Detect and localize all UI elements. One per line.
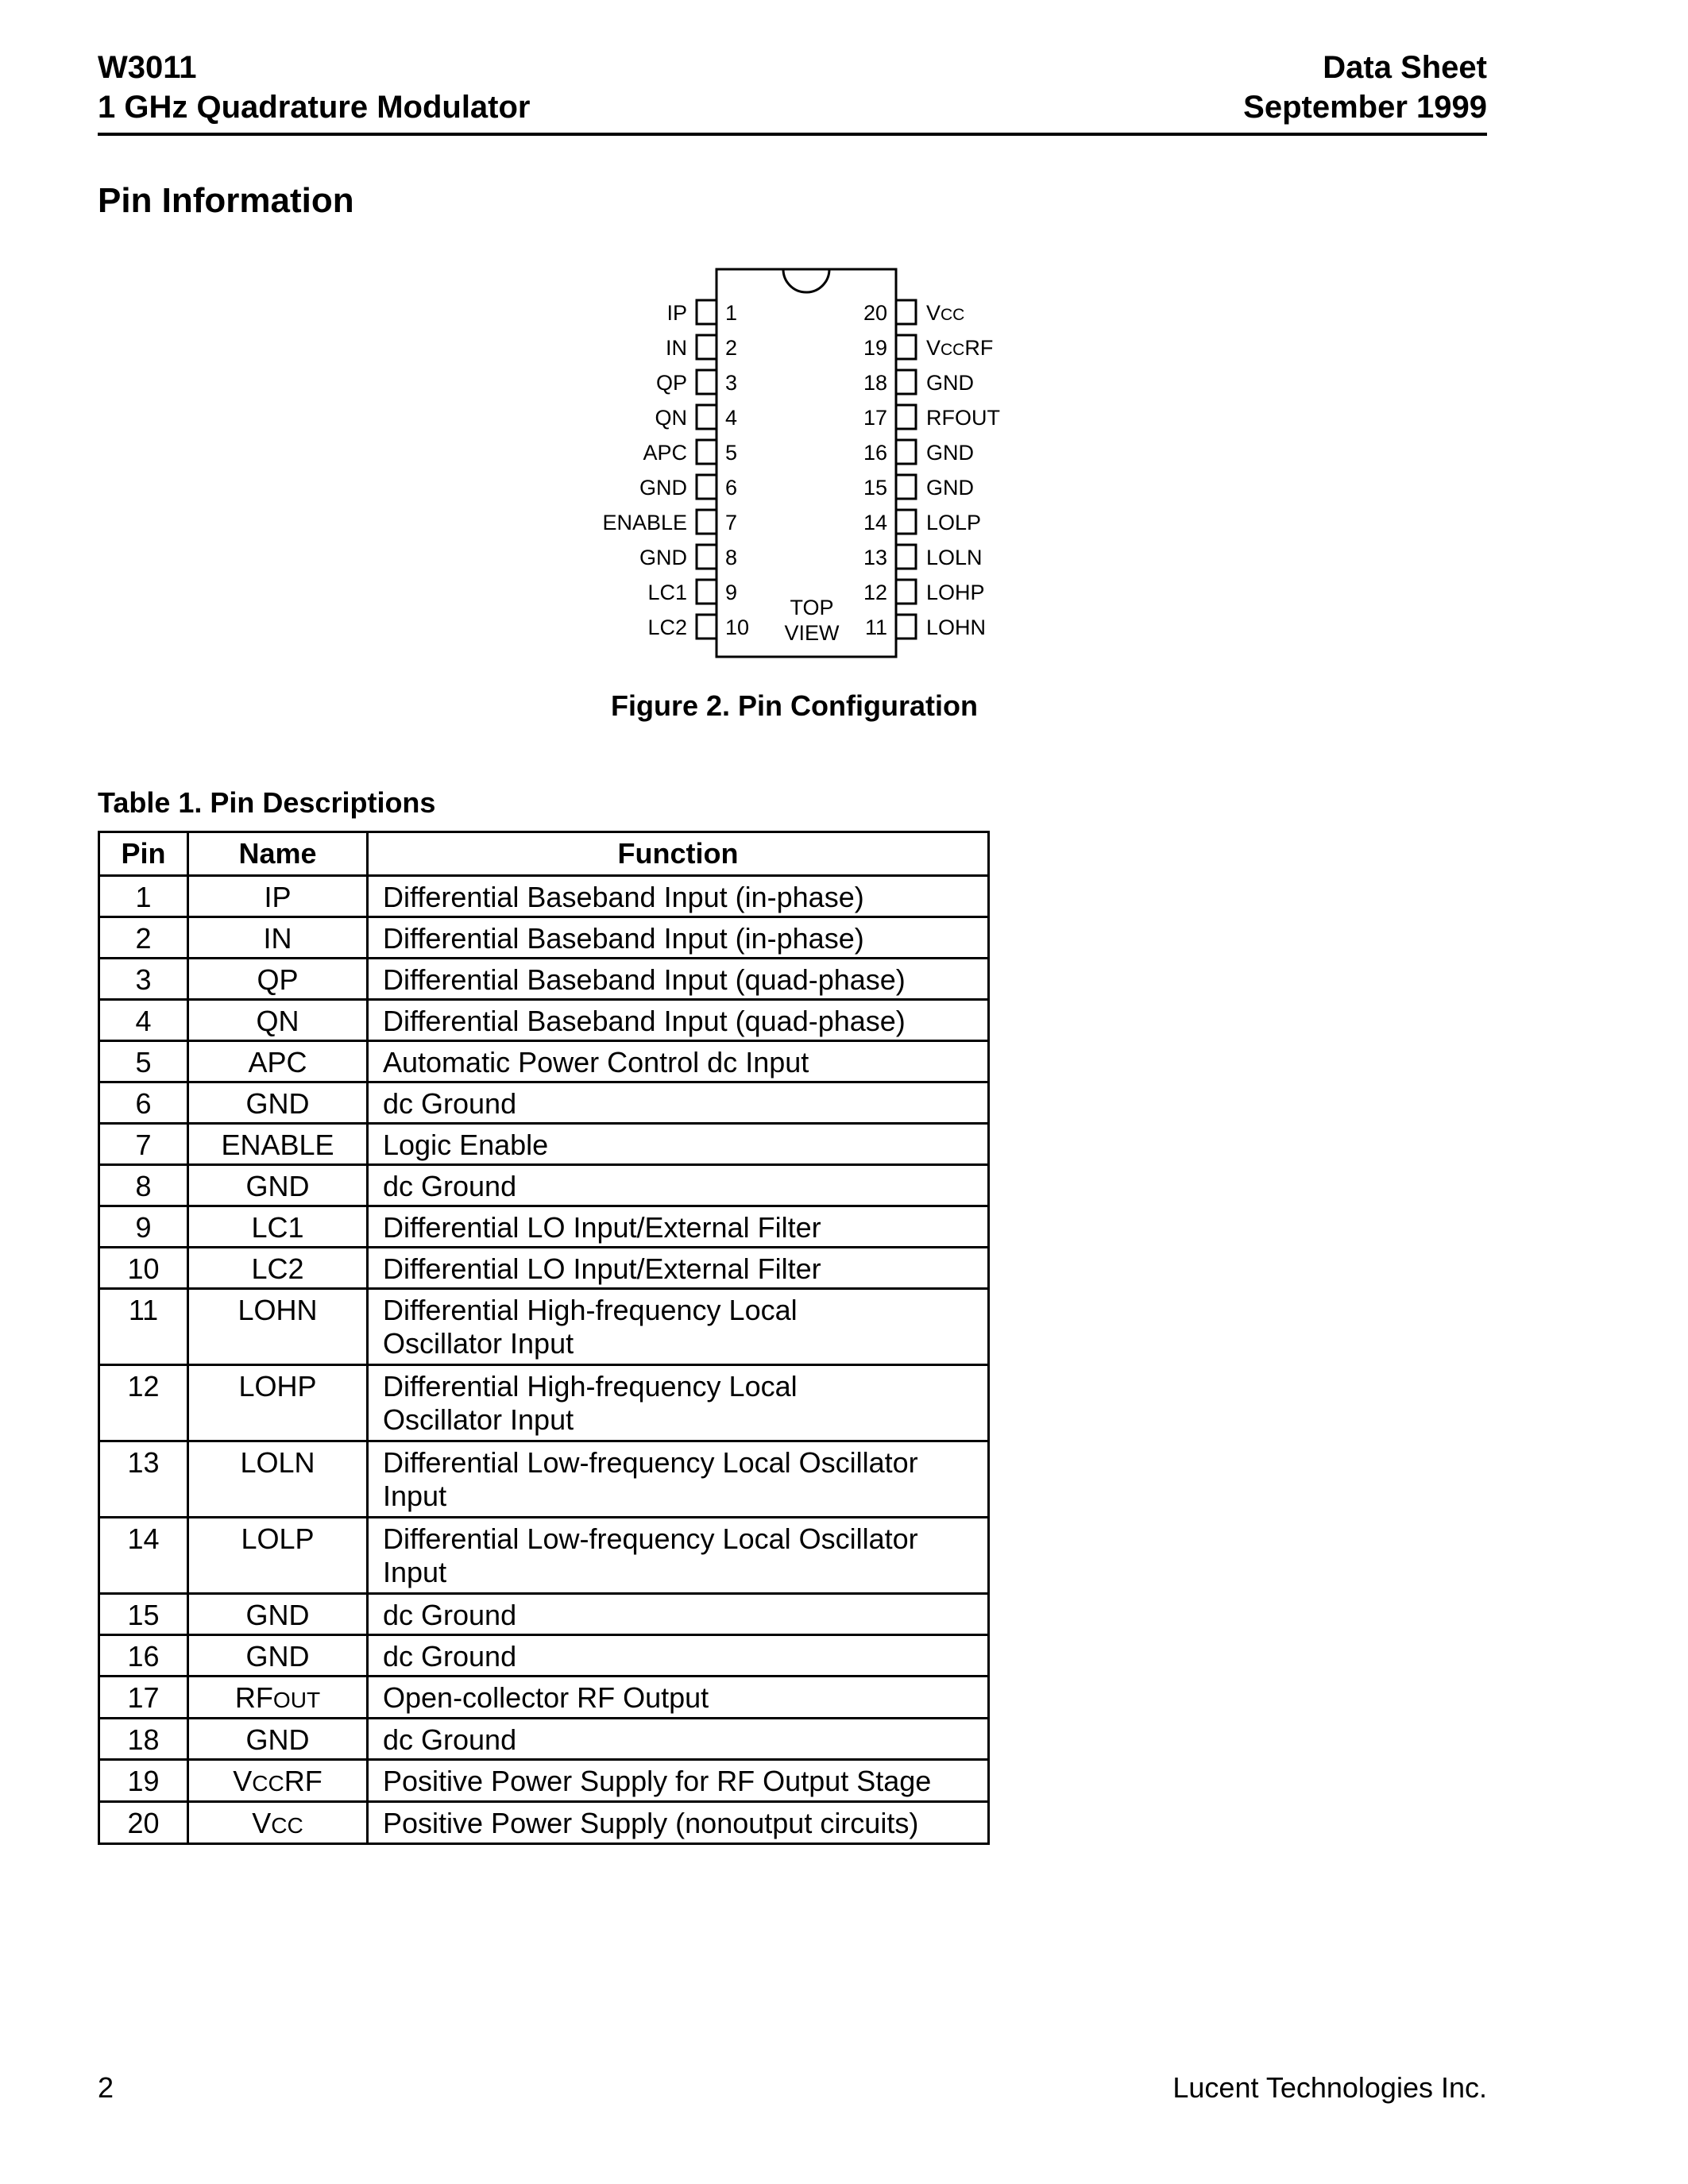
pin-name-cell: IP — [188, 876, 368, 917]
right-pin-group — [863, 300, 1000, 639]
pin-function-cell: dc Ground — [368, 1082, 989, 1124]
pin-number-label: 15 — [863, 476, 887, 500]
pin-name-cell: GND — [188, 1719, 368, 1760]
pin-name-label: VCCRF — [926, 336, 994, 360]
pin-number-label: 9 — [725, 581, 738, 604]
pin-number-cell: 13 — [99, 1441, 188, 1518]
pin-name-cell: LOHN — [188, 1289, 368, 1365]
table-row — [99, 1248, 989, 1289]
table-row — [99, 1000, 989, 1041]
pin-name-label: GND — [926, 371, 974, 395]
header-function: Function — [368, 832, 989, 876]
table-row — [99, 1760, 989, 1802]
table-caption: Table 1. Pin Descriptions — [98, 786, 436, 819]
pin-number-label: 10 — [725, 615, 750, 639]
table-row — [99, 1365, 989, 1441]
pin-name-cell: LOLN — [188, 1441, 368, 1518]
pin-name-cell: ENABLE — [188, 1124, 368, 1165]
pin-pad — [896, 440, 916, 464]
pin-number-label: 6 — [725, 476, 738, 500]
pin-number-cell: 18 — [99, 1719, 188, 1760]
table-row — [99, 1124, 989, 1165]
chip-notch — [783, 269, 829, 292]
pin-pad — [896, 335, 916, 359]
company-name: Lucent Technologies Inc. — [1172, 2071, 1487, 2104]
pin-name-cell: APC — [188, 1041, 368, 1082]
pin-number-cell: 12 — [99, 1365, 188, 1441]
table-row — [99, 1719, 989, 1760]
pin-number-cell: 10 — [99, 1248, 188, 1289]
page-header — [98, 48, 1487, 137]
section-title: Pin Information — [98, 181, 354, 220]
pin-number-label: 2 — [725, 336, 738, 360]
document-subtitle: 1 GHz Quadrature Modulator — [98, 90, 531, 125]
pin-number-label: 19 — [863, 336, 887, 360]
table-body — [99, 876, 989, 1844]
pin-name-label: LOLP — [926, 511, 982, 534]
pin-pad — [896, 510, 916, 534]
pin-name-label: QP — [655, 371, 687, 395]
pin-pad — [697, 300, 717, 324]
table-row — [99, 1289, 989, 1365]
pin-name-label: LOHN — [926, 615, 987, 639]
table-row — [99, 1441, 989, 1518]
pin-function-cell: Differential Baseband Input (quad-phase) — [368, 1000, 989, 1041]
pin-function-cell: Positive Power Supply (nonoutput circuits) — [368, 1802, 989, 1844]
pin-function-cell: Open-collector RF Output — [368, 1677, 989, 1719]
pin-number-label: 16 — [863, 441, 887, 465]
pin-pad — [896, 580, 916, 604]
pin-name-cell: GND — [188, 1594, 368, 1635]
pin-number-label: 11 — [864, 615, 887, 639]
part-number: W3011 — [98, 50, 197, 85]
pin-function-cell: Differential Baseband Input (quad-phase) — [368, 959, 989, 1000]
pin-number-cell: 1 — [99, 876, 188, 917]
pin-number-cell: 6 — [99, 1082, 188, 1124]
pin-diagram-svg — [588, 258, 1017, 671]
pin-name-cell: VCC — [188, 1802, 368, 1844]
header-divider — [98, 133, 1487, 136]
pin-function-cell: Differential Low-frequency Local Oscillator Input — [368, 1441, 989, 1518]
pin-name-label: ENABLE — [602, 511, 687, 534]
pin-function-cell: Differential LO Input/External Filter — [368, 1248, 989, 1289]
table-row — [99, 917, 989, 959]
left-pin-group — [602, 300, 749, 639]
pin-number-cell: 5 — [99, 1041, 188, 1082]
pin-name-label: LOLN — [926, 546, 983, 569]
pin-name-cell: LC2 — [188, 1248, 368, 1289]
pin-function-cell: dc Ground — [368, 1719, 989, 1760]
pin-name-label: QN — [655, 406, 687, 430]
pin-pad — [896, 545, 916, 569]
pin-function-cell: Differential High-frequency Local Oscillator Input — [368, 1365, 989, 1441]
pin-pad — [697, 475, 717, 499]
pin-number-cell: 17 — [99, 1677, 188, 1719]
pin-name-label: IP — [666, 301, 687, 325]
table-row — [99, 1635, 989, 1677]
pin-function-cell: Differential LO Input/External Filter — [368, 1206, 989, 1248]
pin-name-cell: IN — [188, 917, 368, 959]
table-row — [99, 1677, 989, 1719]
pin-number-label: 20 — [863, 301, 887, 325]
pin-function-cell: dc Ground — [368, 1594, 989, 1635]
pin-pad — [697, 440, 717, 464]
pin-function-cell: Differential High-frequency Local Oscillator Input — [368, 1289, 989, 1365]
pin-number-cell: 9 — [99, 1206, 188, 1248]
top-view-label-line2: VIEW — [784, 621, 840, 645]
pin-pad — [896, 615, 916, 639]
header-pin: Pin — [99, 832, 188, 876]
pin-number-cell: 8 — [99, 1165, 188, 1206]
figure-caption: Figure 2. Pin Configuration — [611, 689, 978, 722]
pin-number-label: 4 — [725, 406, 738, 430]
pin-function-cell: Differential Low-frequency Local Oscillator Input — [368, 1518, 989, 1594]
pin-number-cell: 7 — [99, 1124, 188, 1165]
pin-name-cell: LOHP — [188, 1365, 368, 1441]
pin-number-label: 17 — [863, 406, 887, 430]
pin-descriptions-table — [98, 831, 990, 1845]
page-number: 2 — [98, 2071, 114, 2104]
pin-pad — [896, 475, 916, 499]
pin-number-label: 14 — [863, 511, 887, 534]
pin-number-label: 5 — [725, 441, 738, 465]
pin-function-cell: Differential Baseband Input (in-phase) — [368, 917, 989, 959]
table-row — [99, 959, 989, 1000]
document-type: Data Sheet — [1323, 50, 1487, 85]
pin-name-label: GND — [639, 476, 687, 500]
pin-number-label: 12 — [863, 581, 887, 604]
pin-name-label: VCC — [926, 301, 965, 325]
pin-number-cell: 11 — [99, 1289, 188, 1365]
table-row — [99, 1802, 989, 1844]
table-row — [99, 1165, 989, 1206]
pin-name-label: APC — [643, 441, 687, 465]
pin-name-label: GND — [926, 441, 974, 465]
pin-pad — [896, 300, 916, 324]
pin-number-cell: 16 — [99, 1635, 188, 1677]
pin-configuration-diagram — [588, 258, 1017, 675]
pin-pad — [697, 580, 717, 604]
pin-function-cell: Automatic Power Control dc Input — [368, 1041, 989, 1082]
pin-name-cell: GND — [188, 1635, 368, 1677]
pin-name-cell: RFOUT — [188, 1677, 368, 1719]
pin-name-cell: GND — [188, 1082, 368, 1124]
pin-pad — [896, 370, 916, 394]
pin-name-label: GND — [926, 476, 974, 500]
table-header-row — [99, 832, 989, 876]
pin-function-cell: Differential Baseband Input (in-phase) — [368, 876, 989, 917]
pin-number-label: 3 — [725, 371, 738, 395]
pin-number-cell: 19 — [99, 1760, 188, 1802]
pin-name-label: LOHP — [926, 581, 985, 604]
pin-pad — [697, 615, 717, 639]
table-row — [99, 1594, 989, 1635]
pin-number-cell: 2 — [99, 917, 188, 959]
table-row — [99, 1518, 989, 1594]
pin-number-label: 18 — [863, 371, 887, 395]
pin-name-cell: QN — [188, 1000, 368, 1041]
pin-function-cell: dc Ground — [368, 1635, 989, 1677]
pin-pad — [697, 545, 717, 569]
document-date: September 1999 — [1243, 90, 1487, 125]
table-row — [99, 1206, 989, 1248]
pin-number-cell: 4 — [99, 1000, 188, 1041]
pin-name-cell: LC1 — [188, 1206, 368, 1248]
pin-pad — [697, 510, 717, 534]
pin-name-label: LC1 — [647, 581, 687, 604]
pin-function-cell: Logic Enable — [368, 1124, 989, 1165]
pin-number-cell: 3 — [99, 959, 188, 1000]
pin-name-cell: VCCRF — [188, 1760, 368, 1802]
pin-number-cell: 20 — [99, 1802, 188, 1844]
pin-name-cell: LOLP — [188, 1518, 368, 1594]
pin-number-cell: 15 — [99, 1594, 188, 1635]
pin-name-label: LC2 — [647, 615, 687, 639]
table-row — [99, 1082, 989, 1124]
pin-number-cell: 14 — [99, 1518, 188, 1594]
pin-name-cell: GND — [188, 1165, 368, 1206]
pin-pad — [896, 405, 916, 429]
header-name: Name — [188, 832, 368, 876]
header-right — [1243, 48, 1487, 127]
pin-name-cell: QP — [188, 959, 368, 1000]
pin-number-label: 1 — [725, 301, 738, 325]
pin-number-label: 13 — [863, 546, 887, 569]
pin-function-cell: dc Ground — [368, 1165, 989, 1206]
table-row — [99, 1041, 989, 1082]
pin-number-label: 7 — [725, 511, 738, 534]
pin-name-label: IN — [666, 336, 687, 360]
pin-function-cell: Positive Power Supply for RF Output Stage — [368, 1760, 989, 1802]
pin-name-label: RFOUT — [926, 406, 1000, 430]
table-row — [99, 876, 989, 917]
pin-name-label: GND — [639, 546, 687, 569]
pin-number-label: 8 — [725, 546, 738, 569]
pin-pad — [697, 405, 717, 429]
pin-pad — [697, 335, 717, 359]
pin-pad — [697, 370, 717, 394]
top-view-label-line1: TOP — [790, 596, 834, 619]
header-left — [98, 48, 531, 127]
